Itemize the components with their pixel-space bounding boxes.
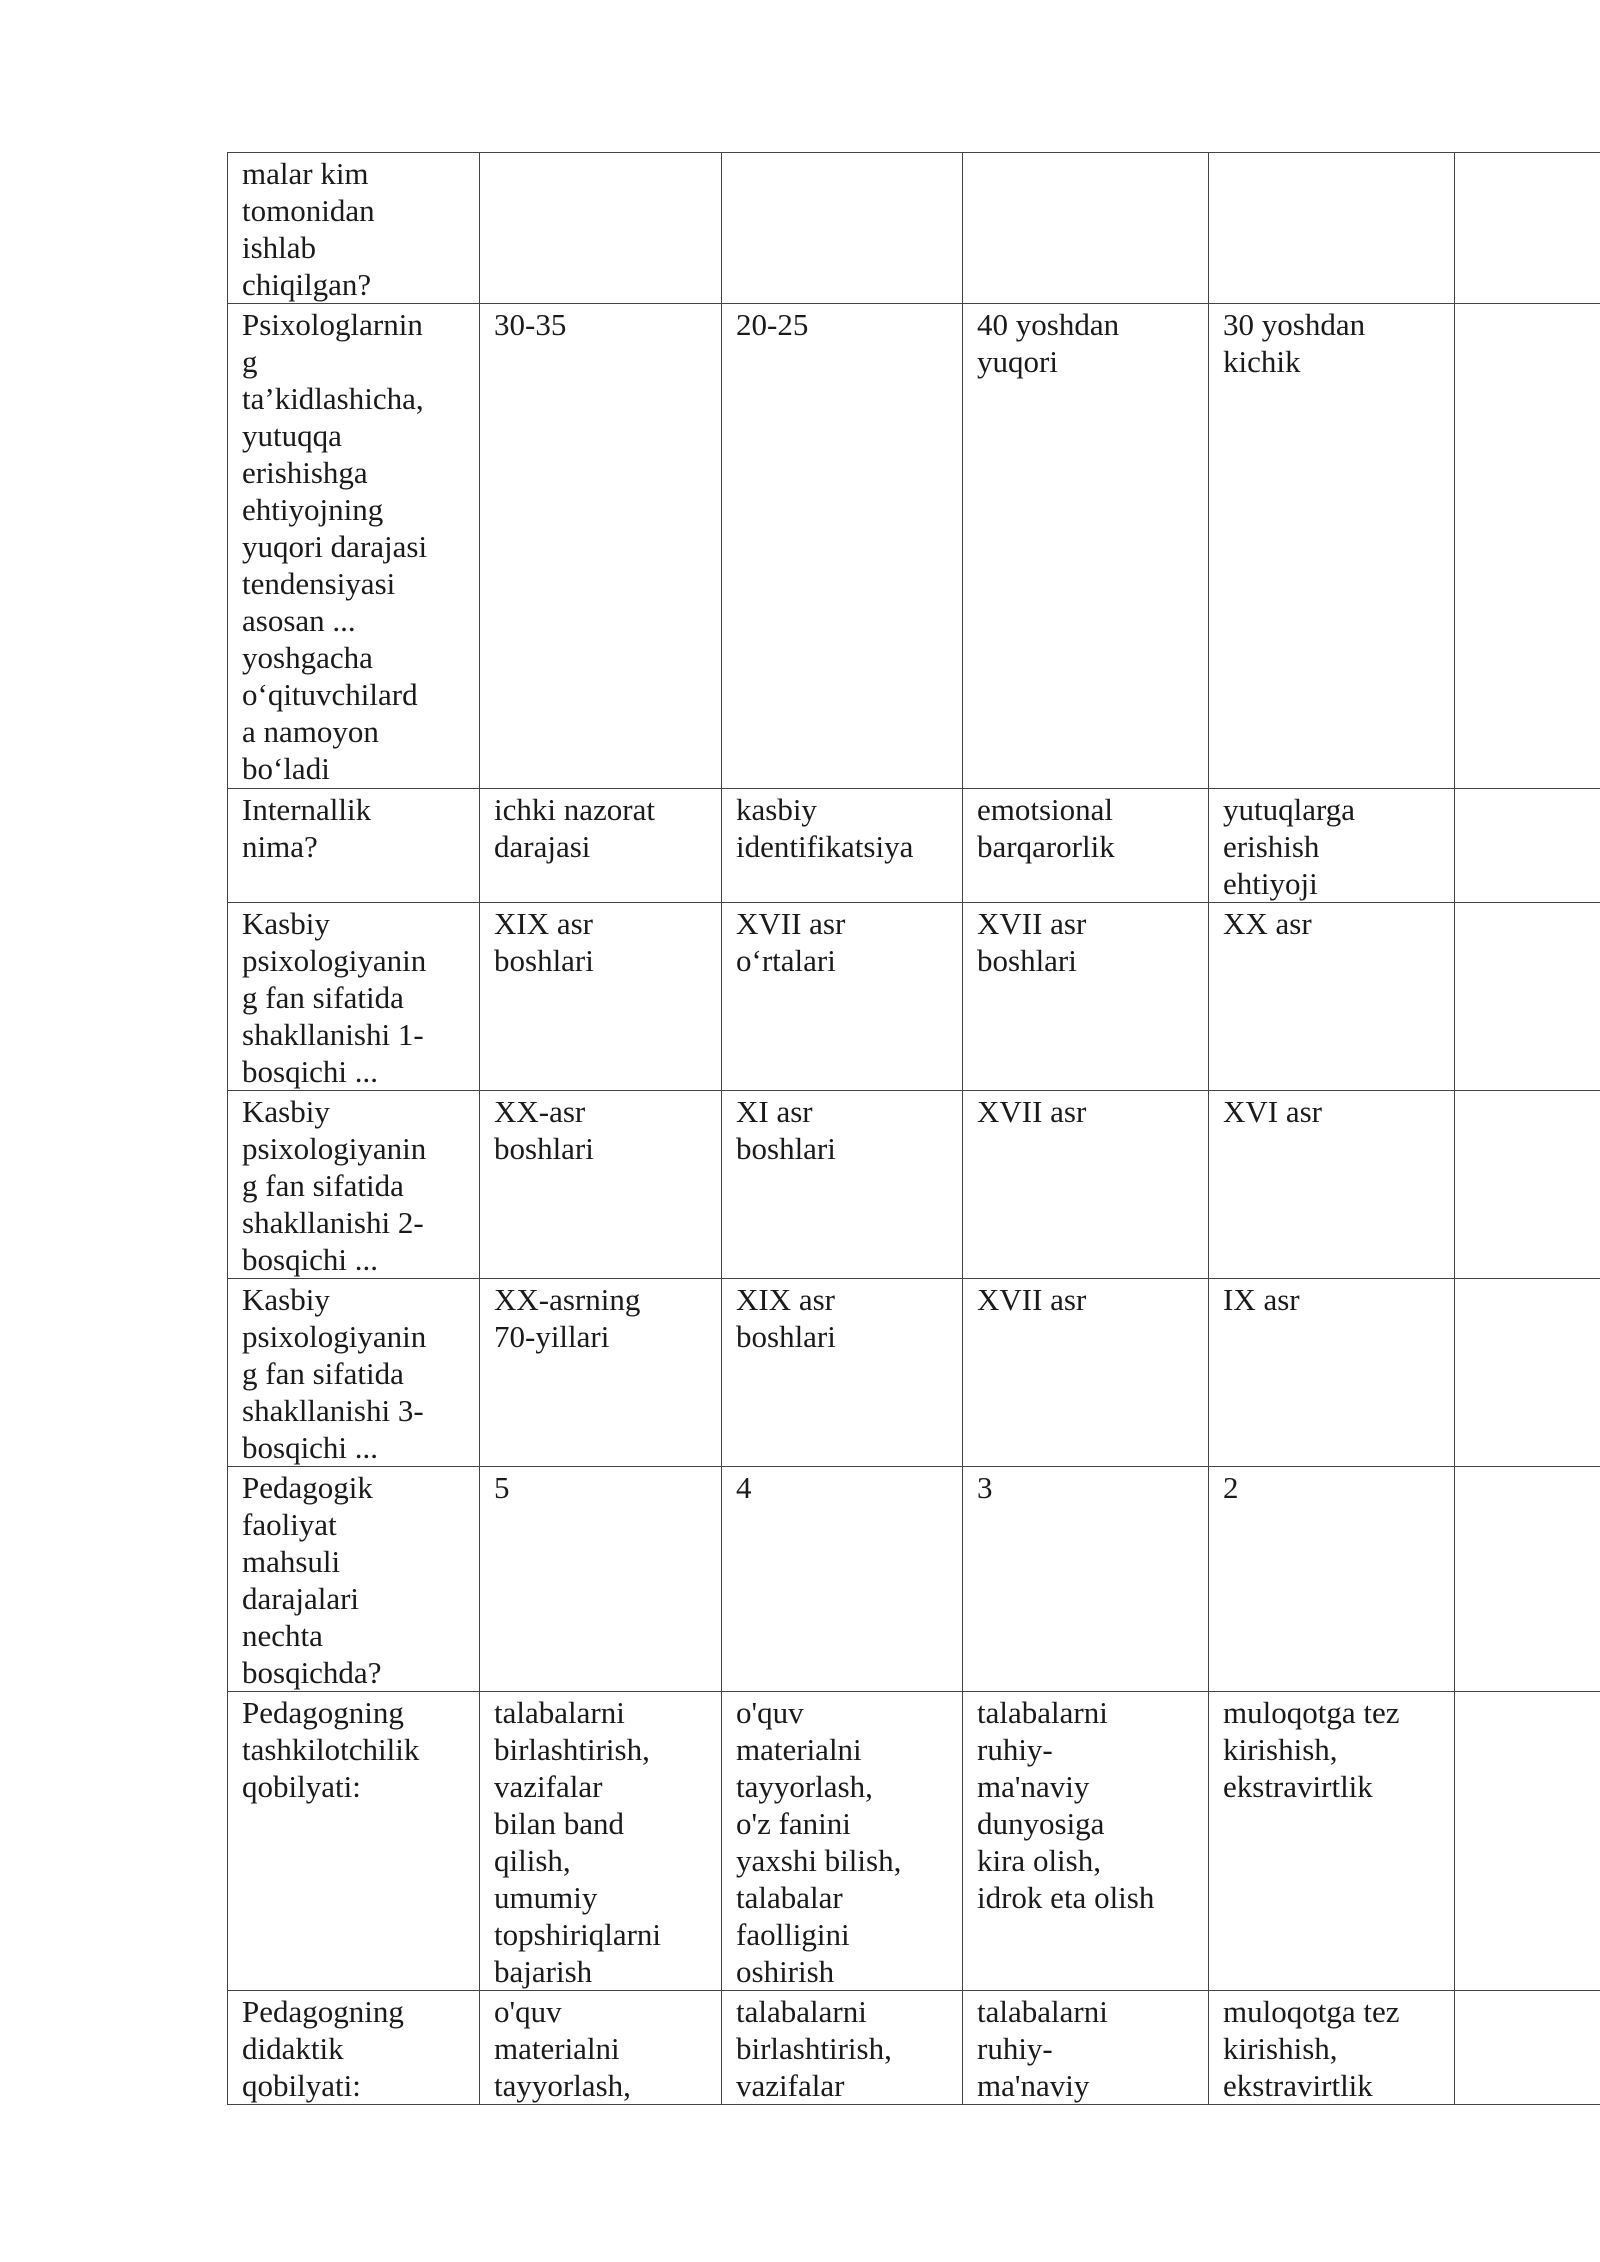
option-cell: talabalarni birlashtirish, vazifalar bilan band qilish, umumiy topshiriqlarni bajarish <box>480 1692 722 1991</box>
question-cell: Pedagogning didaktik qobilyati: <box>228 1991 480 2105</box>
answer-key-cell <box>1455 903 1600 1091</box>
table-row <box>228 903 1600 1091</box>
option-cell <box>963 153 1209 304</box>
option-cell: 2 <box>1209 1467 1455 1692</box>
option-cell: o'quv materialni tayyorlash, <box>480 1991 722 2105</box>
table-row <box>228 789 1600 903</box>
option-cell: ichki nazorat darajasi <box>480 789 722 903</box>
option-cell: XX-asrning 70-yillari <box>480 1279 722 1467</box>
answer-key-cell <box>1455 1692 1600 1991</box>
option-cell: emotsional barqarorlik <box>963 789 1209 903</box>
option-cell: XX-asr boshlari <box>480 1091 722 1279</box>
option-cell <box>480 153 722 304</box>
answer-key-cell <box>1455 1467 1600 1692</box>
question-cell: Kasbiy psixologiyanin g fan sifatida shakllanishi 1- bosqichi ... <box>228 903 480 1091</box>
answer-key-cell <box>1455 1991 1600 2105</box>
table-row <box>228 153 1600 304</box>
option-cell: 4 <box>722 1467 963 1692</box>
option-cell: o'quv materialni tayyorlash, o'z fanini yaxshi bilish, talabalar faolligini oshirish <box>722 1692 963 1991</box>
table-row <box>228 304 1600 789</box>
option-cell: 40 yoshdan yuqori <box>963 304 1209 789</box>
option-cell: talabalarni birlashtirish, vazifalar <box>722 1991 963 2105</box>
table-row <box>228 1091 1600 1279</box>
table-row <box>228 1692 1600 1991</box>
answer-key-cell <box>1455 304 1600 789</box>
quiz-table-body <box>228 153 1600 2105</box>
option-cell: yutuqlarga erishish ehtiyoji <box>1209 789 1455 903</box>
option-cell <box>722 153 963 304</box>
option-cell: kasbiy identifikatsiya <box>722 789 963 903</box>
option-cell: XIX asr boshlari <box>480 903 722 1091</box>
option-cell: XX asr <box>1209 903 1455 1091</box>
option-cell <box>1209 153 1455 304</box>
answer-key-cell <box>1455 153 1600 304</box>
question-cell: Kasbiy psixologiyanin g fan sifatida shakllanishi 3- bosqichi ... <box>228 1279 480 1467</box>
quiz-table <box>227 152 1600 2105</box>
option-cell: XI asr boshlari <box>722 1091 963 1279</box>
table-row <box>228 1991 1600 2105</box>
option-cell: IX asr <box>1209 1279 1455 1467</box>
option-cell: XVI asr <box>1209 1091 1455 1279</box>
option-cell: XVII asr o‘rtalari <box>722 903 963 1091</box>
question-cell: malar kim tomonidan ishlab chiqilgan? <box>228 153 480 304</box>
option-cell: XVII asr <box>963 1091 1209 1279</box>
table-row <box>228 1467 1600 1692</box>
option-cell: muloqotga tez kirishish, ekstravirtlik <box>1209 1991 1455 2105</box>
option-cell: XVII asr <box>963 1279 1209 1467</box>
answer-key-cell <box>1455 1279 1600 1467</box>
answer-key-cell <box>1455 789 1600 903</box>
option-cell: 20-25 <box>722 304 963 789</box>
question-cell: Psixologlarnin g ta’kidlashicha, yutuqqa erishishga ehtiyojning yuqori darajasi tendensiyasi asosan ... yoshgacha o‘qituvchilard a namoyon bo‘ladi <box>228 304 480 789</box>
option-cell: muloqotga tez kirishish, ekstravirtlik <box>1209 1692 1455 1991</box>
table-row <box>228 1279 1600 1467</box>
option-cell: talabalarni ruhiy- ma'naviy dunyosiga kira olish, idrok eta olish <box>963 1692 1209 1991</box>
option-cell: XVII asr boshlari <box>963 903 1209 1091</box>
option-cell: talabalarni ruhiy- ma'naviy <box>963 1991 1209 2105</box>
option-cell: 5 <box>480 1467 722 1692</box>
option-cell: 30-35 <box>480 304 722 789</box>
option-cell: XIX asr boshlari <box>722 1279 963 1467</box>
option-cell: 30 yoshdan kichik <box>1209 304 1455 789</box>
question-cell: Pedagogning tashkilotchilik qobilyati: <box>228 1692 480 1991</box>
question-cell: Kasbiy psixologiyanin g fan sifatida shakllanishi 2- bosqichi ... <box>228 1091 480 1279</box>
answer-key-cell <box>1455 1091 1600 1279</box>
option-cell: 3 <box>963 1467 1209 1692</box>
question-cell: Pedagogik faoliyat mahsuli darajalari nechta bosqichda? <box>228 1467 480 1692</box>
question-cell: Internallik nima? <box>228 789 480 903</box>
